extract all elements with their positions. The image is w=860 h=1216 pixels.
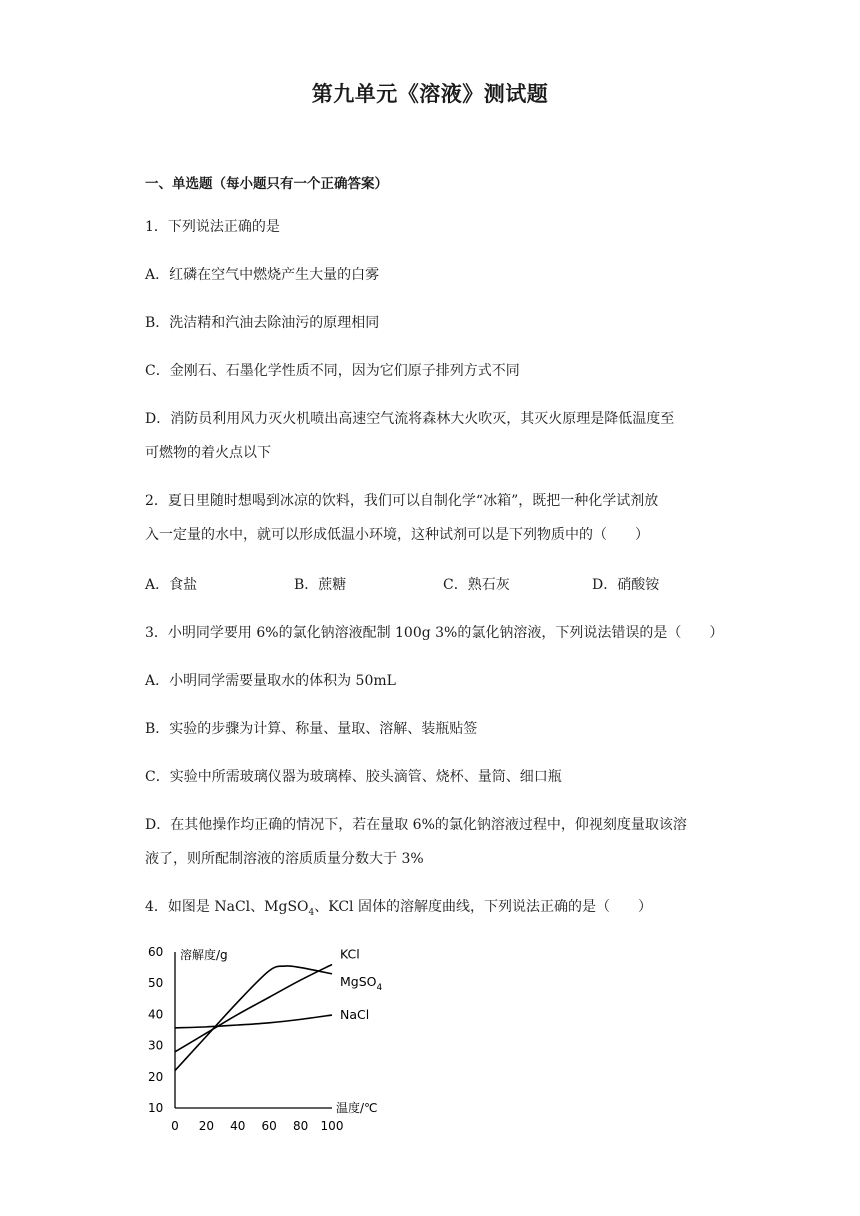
question-3-option-c: C．实验中所需玻璃仪器为玻璃棒、胶头滴管、烧杯、量筒、细口瓶 [145,769,562,785]
y-tick-label: 20 [148,1069,164,1084]
question-3-stem: 3．小明同学要用 6%的氯化钠溶液配制 100g 3%的氯化钠溶液，下列说法错误的是（ ） [145,625,724,641]
x-tick-label: 80 [292,1119,309,1133]
series-line-nacl [175,1015,332,1028]
question-3-option-b: B．实验的步骤为计算、称量、量取、溶解、装瓶贴签 [145,721,478,737]
question-4-stem [145,898,735,922]
question-1-option-a: A．红磷在空气中燃烧产生大量的白雾 [145,267,380,283]
y-tick-label: 10 [148,1101,164,1115]
series-label: NaCl [340,1007,370,1023]
question-2-option-a: A．食盐 [145,577,198,593]
question-3-option-d-cont: 液了，则所配制溶液的溶质质量分数大于 3% [145,851,424,867]
x-axis-label: 温度/℃ [336,1101,378,1115]
y-tick-label: 50 [148,976,164,991]
y-tick-label: 60 [148,945,164,959]
question-4-stem-sub: 4 [308,907,315,918]
question-1-option-d-cont: 可燃物的着火点以下 [145,445,271,461]
question-2-stem-line2: 入一定量的水中，就可以形成低温小环境，这种试剂可以是下列物质中的（ ） [145,527,649,543]
x-tick-label: 60 [261,1119,277,1133]
question-2-stem-line1: 2．夏日里随时想喝到冰凉的饮料，我们可以自制化学“冰箱”，既把一种化学试剂放 [145,493,659,509]
series-label: MgSO$_4$ [340,973,383,993]
y-axis-label: 溶解度/g [180,948,228,962]
question-3-option-d: D．在其他操作均正确的情况下，若在量取 6%的氯化钠溶液过程中，仰视刻度量取该溶 [145,817,687,833]
question-1-option-b: B．洗洁精和汽油去除油污的原理相同 [145,315,380,331]
page-title: 第九单元《溶液》测试题 [311,82,549,106]
question-2-option-d: D．硝酸铵 [592,577,660,593]
solubility-chart [140,940,383,1140]
question-1-option-c: C．金刚石、石墨化学性质不同，因为它们原子排列方式不同 [145,363,520,379]
question-2-option-c: C．熟石灰 [443,577,510,593]
x-tick-label: 100 [320,1119,344,1133]
question-1-option-d: D．消防员利用风力灭火机喷出高速空气流将森林大火吹灭，其灭火原理是降低温度至 [145,411,675,427]
series-label: KCl [340,946,360,962]
section-heading: 一、单选题（每小题只有一个正确答案） [145,176,388,192]
x-tick-label: 0 [171,1119,179,1133]
y-tick-label: 40 [148,1007,164,1022]
x-tick-label: 20 [198,1119,215,1133]
question-4-stem-post: 、KCl 固体的溶解度曲线，下列说法正确的是（ ） [314,899,652,915]
question-1-stem: 1．下列说法正确的是 [145,219,280,235]
question-3-option-a: A．小明同学需要量取水的体积为 50mL [145,673,396,689]
solubility-chart-svg [140,940,383,1140]
question-2-option-b: B．蔗糖 [294,577,347,593]
y-tick-label: 30 [148,1038,164,1053]
question-4-stem-pre: 4．如图是 NaCl、MgSO [145,899,309,915]
series-line-kcl [175,964,332,1051]
x-tick-label: 40 [230,1119,246,1133]
